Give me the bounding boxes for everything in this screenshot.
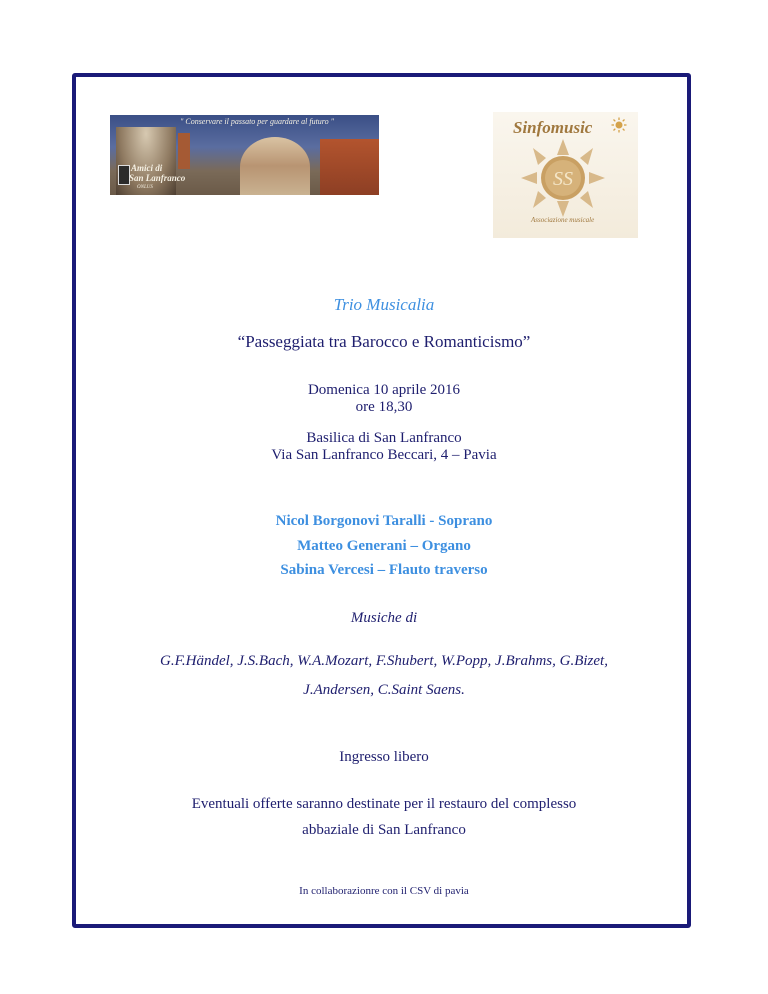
amici-san-lanfranco-logo xyxy=(110,115,379,195)
donation-line2: abbaziale di San Lanfranco xyxy=(302,822,466,838)
collaboration-note: In collaborazionre con il CSV di pavia xyxy=(299,885,469,897)
event-venue: Basilica di San Lanfranco xyxy=(306,430,462,446)
performer-organ: Matteo Generani – Organo xyxy=(297,538,471,554)
logo-motto: " Conservare il passato per guardare al futuro " xyxy=(180,117,334,126)
logo-name-line1: Amici di xyxy=(131,163,163,173)
program-title: “Passeggiata tra Barocco e Romanticismo” xyxy=(237,332,531,351)
church-facade-image xyxy=(320,139,379,195)
small-sun-icon xyxy=(611,117,627,133)
performer-flute: Sabina Vercesi – Flauto traverso xyxy=(280,562,488,578)
sun-emblem-icon xyxy=(513,139,613,217)
composers-line1: G.F.Händel, J.S.Bach, W.A.Mozart, F.Shubert, W.Popp, J.Brahms, G.Bizet, xyxy=(160,653,608,669)
sinfomusic-subtitle: Associazione musicale xyxy=(531,216,595,224)
logo-badge xyxy=(115,163,186,193)
fresco-image xyxy=(240,137,310,195)
music-heading: Musiche di xyxy=(350,610,418,626)
logo-name-line3: ONLUS xyxy=(137,185,153,190)
entry-note: Ingresso libero xyxy=(339,749,429,765)
event-address: Via San Lanfranco Beccari, 4 – Pavia xyxy=(271,447,497,463)
event-time: ore 18,30 xyxy=(355,399,413,415)
donation-line1: Eventuali offerte saranno destinate per il restauro del complesso xyxy=(191,796,577,812)
svg-text:SS: SS xyxy=(553,168,573,190)
event-date: Domenica 10 aprile 2016 xyxy=(307,382,461,398)
ensemble-title: Trio Musicalia xyxy=(333,295,435,314)
composers-line2: J.Andersen, C.Saint Saens. xyxy=(303,682,465,698)
sinfomusic-logo xyxy=(493,112,638,238)
performer-soprano: Nicol Borgonovi Taralli - Soprano xyxy=(275,513,493,529)
logo-name-line2: San Lanfranco xyxy=(129,173,186,183)
bell-tower-image xyxy=(178,133,190,169)
sinfomusic-brand: Sinfomusic xyxy=(513,118,593,137)
